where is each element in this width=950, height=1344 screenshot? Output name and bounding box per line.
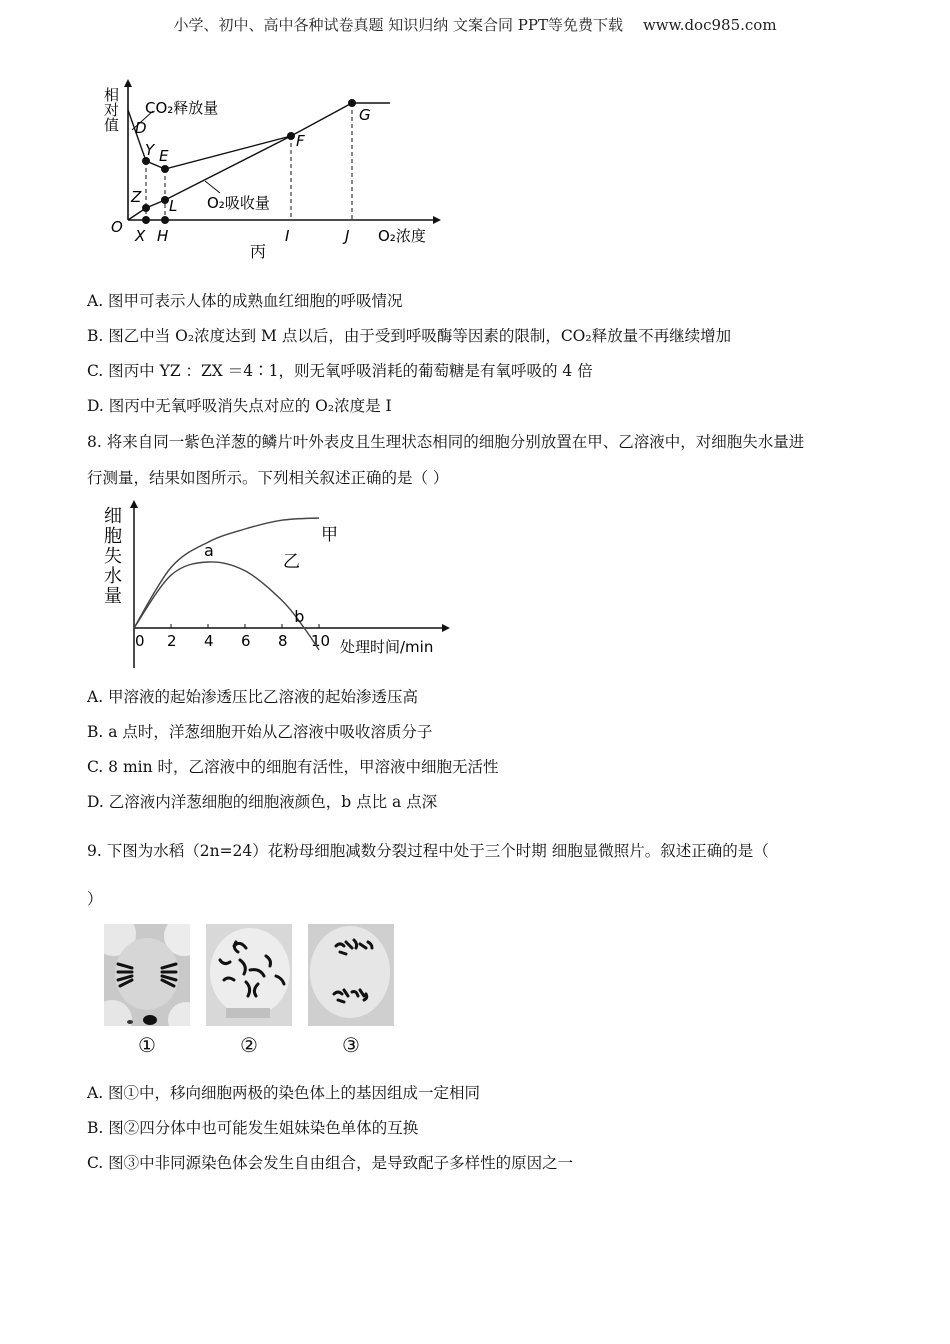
- q7-option-c: C. 图丙中 YZ ：ZX ＝4∶1，则无氧呼吸消耗的葡萄糖是有氧呼吸的 4 倍: [87, 362, 593, 380]
- q8-option-a: A. 甲溶液的起始渗透压比乙溶液的起始渗透压高: [87, 688, 419, 706]
- label-l: L: [169, 197, 178, 215]
- chart-x-label: 处理时间/min: [340, 638, 434, 656]
- header-text: 小学、初中、高中各种试卷真题 知识归纳 文案合同 PPT等免费下载: [173, 16, 623, 34]
- x-tick-label: 10: [311, 632, 331, 650]
- micrograph-1: [104, 924, 190, 1026]
- label-d: D: [135, 119, 147, 137]
- chart-y-label-char: 细: [104, 506, 122, 527]
- tick-x: X: [135, 227, 146, 245]
- q9-stem-line1: 9. 下图为水稻（2n=24）花粉母细胞减数分裂过程中处于三个时期 细胞显微照片。叙述正确的是（: [87, 842, 769, 860]
- point-e: [161, 165, 169, 173]
- o2-label: O₂吸收量: [207, 194, 270, 212]
- series-line-yi: [134, 562, 319, 650]
- x-tick-label: 0: [135, 632, 145, 650]
- x-tick-label: 4: [204, 632, 214, 650]
- y-axis-label: 相对值: [102, 87, 120, 132]
- q8-option-b: B. a 点时，洋葱细胞开始从乙溶液中吸收溶质分子: [87, 723, 433, 741]
- tick-j: J: [345, 227, 350, 245]
- label-z: Z: [131, 188, 142, 206]
- q8-chart: [100, 500, 470, 670]
- photo-label-1: ①: [138, 1033, 156, 1057]
- o2-pointer: [205, 181, 220, 193]
- point-f: [287, 132, 295, 140]
- point-g: [348, 99, 356, 107]
- chart-y-label-char: 胞: [104, 526, 122, 547]
- q8-stem-line1: 8. 将来自同一紫色洋葱的鳞片叶外表皮且生理状态相同的细胞分别放置在甲、乙溶液中，对细胞失水量进: [87, 433, 805, 451]
- page-header: [0, 14, 950, 35]
- label-y: Y: [145, 141, 155, 159]
- chart-y-label-char: 水: [104, 566, 122, 587]
- x-tick-label: 6: [241, 632, 251, 650]
- q9-option-b: B. 图②四分体中也可能发生姐妹染色单体的互换: [87, 1119, 419, 1137]
- photo-label-2: ②: [240, 1033, 258, 1057]
- point-label-a: a: [204, 541, 214, 560]
- micrograph-2: [206, 924, 292, 1026]
- label-g: G: [359, 106, 371, 124]
- micrograph-3: [308, 924, 394, 1026]
- series-label-jia: 甲: [321, 525, 338, 545]
- x-axis-arrow: [433, 216, 441, 224]
- q8-option-c: C. 8 min 时，乙溶液中的细胞有活性，甲溶液中细胞无活性: [87, 758, 499, 776]
- point-label-b: b: [294, 607, 305, 626]
- q9-stem-line2: ）: [87, 890, 103, 908]
- q7-option-b: B. 图乙中当 O₂浓度达到 M 点以后，由于受到呼吸酶等因素的限制，CO₂释放量不再继续增加: [87, 327, 732, 345]
- chart-y-arrow: [130, 500, 138, 508]
- chart-y-label-char: 失: [104, 546, 122, 567]
- chart-x-arrow: [442, 624, 450, 632]
- point-x: [142, 216, 150, 224]
- label-e: E: [159, 147, 169, 165]
- q8-stem-line2: 行测量，结果如图所示。下列相关叙述正确的是（ ）: [87, 469, 449, 487]
- point-z: [142, 204, 150, 212]
- header-url[interactable]: www.doc985.com: [642, 16, 777, 34]
- figure-caption: 丙: [250, 242, 267, 261]
- figure-bing: [95, 75, 445, 265]
- x-tick-label: 2: [167, 632, 177, 650]
- q7-option-d: D. 图丙中无氧呼吸消失点对应的 O₂浓度是 I: [87, 397, 392, 415]
- y-axis-arrow: [124, 79, 132, 87]
- x-axis-label: O₂浓度: [378, 227, 426, 245]
- series-label-yi: 乙: [283, 551, 300, 572]
- tick-i: I: [285, 227, 290, 245]
- tick-h: H: [157, 227, 169, 245]
- chart-y-label: [104, 506, 122, 607]
- co2-label: CO₂释放量: [145, 99, 219, 117]
- chart-y-label-char: 量: [104, 586, 122, 607]
- q8-option-d: D. 乙溶液内洋葱细胞的细胞液颜色，b 点比 a 点深: [87, 793, 438, 811]
- label-f: F: [296, 132, 305, 150]
- q9-option-a: A. 图①中，移向细胞两极的染色体上的基因组成一定相同: [87, 1084, 481, 1102]
- point-h: [161, 216, 169, 224]
- q9-option-c: C. 图③中非同源染色体会发生自由组合，是导致配子多样性的原因之一: [87, 1154, 574, 1172]
- label-o: O: [111, 218, 123, 236]
- q7-option-a: A. 图甲可表示人体的成熟血红细胞的呼吸情况: [87, 292, 403, 310]
- photo-label-3: ③: [342, 1033, 360, 1057]
- point-l: [161, 196, 169, 204]
- x-tick-label: 8: [278, 632, 288, 650]
